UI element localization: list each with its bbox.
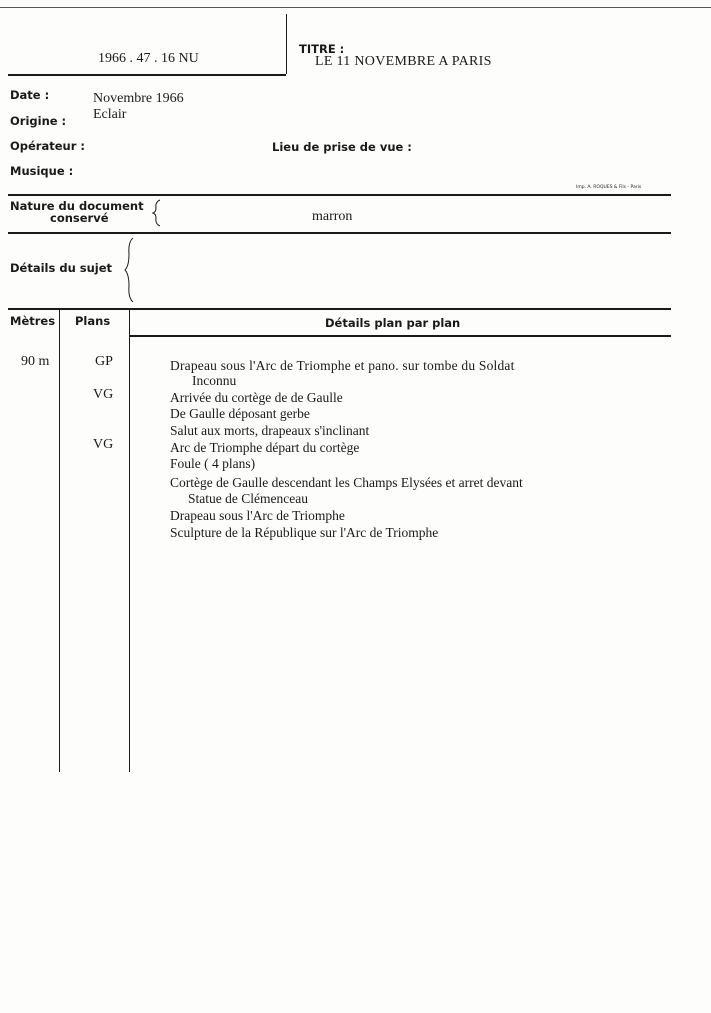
- plan-line-9: Statue de Clémenceau: [188, 491, 308, 506]
- origine-value: Eclair: [93, 107, 127, 122]
- col-header-metres: Mètres: [10, 314, 56, 328]
- details-sujet-label: Détails du sujet: [10, 261, 113, 275]
- plan-line-6: Arc de Triomphe départ du cortège: [170, 440, 360, 455]
- nature-label-line2: conservé: [50, 211, 109, 225]
- origine-label: Origine :: [10, 114, 67, 128]
- plan-line-10: Drapeau sous l'Arc de Triomphe: [170, 508, 345, 523]
- top-edge-line: [0, 7, 711, 8]
- header-bottom-rule: [8, 74, 286, 76]
- titre-value: LE 11 NOVEMBRE A PARIS: [315, 54, 492, 69]
- date-value: Novembre 1966: [93, 91, 184, 106]
- plan-code-1: GP: [95, 354, 113, 369]
- date-label: Date :: [10, 88, 50, 102]
- plan-line-3: Arrivée du cortège de de Gaulle: [170, 390, 343, 405]
- musique-label: Musique :: [10, 164, 74, 178]
- titre-label: TITRE :: [299, 42, 345, 56]
- column-divider-2: [129, 310, 130, 772]
- column-divider-1: [59, 310, 60, 772]
- reference-number: 1966 . 47 . 16 NU: [98, 51, 199, 66]
- plan-line-11: Sculpture de la République sur l'Arc de Triomphe: [170, 525, 439, 540]
- operateur-label: Opérateur :: [10, 139, 85, 153]
- plan-code-3: VG: [93, 437, 114, 452]
- plan-line-2: Inconnu: [192, 373, 237, 388]
- nature-brace: [152, 198, 162, 228]
- plan-line-4: De Gaulle déposant gerbe: [170, 406, 310, 421]
- col-header-details: Détails plan par plan: [325, 316, 461, 330]
- rule-below-nature: [8, 232, 671, 234]
- details-sujet-brace: [124, 236, 136, 304]
- plan-line-5: Salut aux morts, drapeaux s'inclinant: [170, 423, 370, 438]
- lieu-label: Lieu de prise de vue :: [272, 140, 412, 154]
- metres-value: 90 m: [21, 354, 50, 369]
- plan-code-2: VG: [93, 387, 114, 402]
- rule-below-table-header: [130, 335, 671, 337]
- plan-line-8: Cortège de Gaulle descendant les Champs Elysées et arret devant: [170, 475, 523, 490]
- printer-mark: Imp. A. ROQUES & Fils - Paris: [576, 185, 642, 190]
- header-divider: [286, 14, 287, 74]
- rule-above-nature: [8, 194, 671, 196]
- nature-label-line1: Nature du document: [10, 199, 144, 213]
- col-header-plans: Plans: [75, 314, 111, 328]
- nature-value: marron: [312, 209, 353, 224]
- plan-line-7: Foule ( 4 plans): [170, 456, 256, 471]
- rule-above-table: [8, 308, 671, 310]
- plan-line-1: Drapeau sous l'Arc de Triomphe et pano. sur tombe du Soldat: [170, 358, 515, 373]
